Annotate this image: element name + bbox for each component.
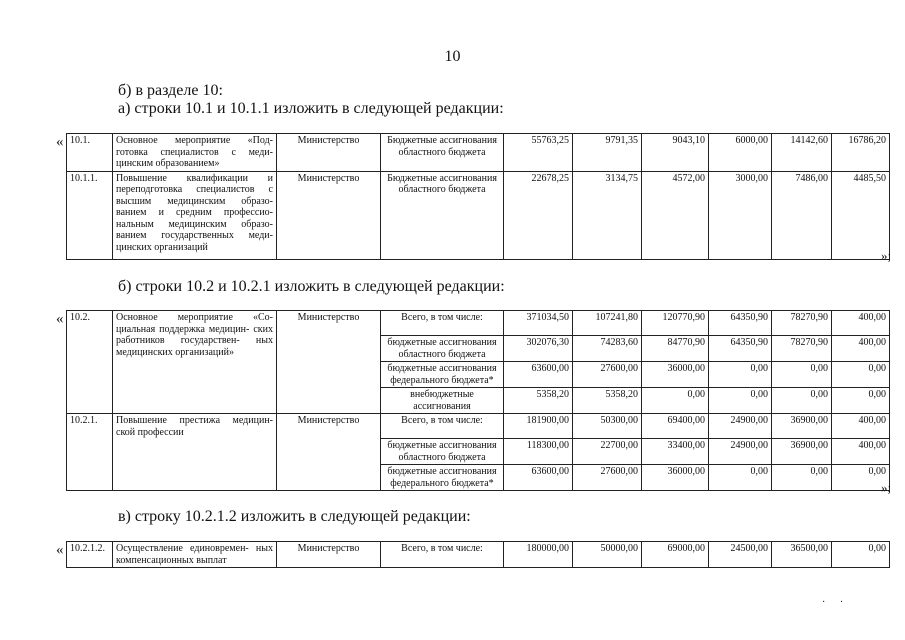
activity-name: Повышение квалификации и переподготовка специалистов с высшим медицинским образо- ванием и средним профессио- нальным медицинским образо- ванием государственных меди- цинских организаций <box>113 171 277 259</box>
table-row <box>67 311 890 336</box>
table-section-10-2 <box>66 310 890 491</box>
subheading-a: а) строки 10.1 и 10.1.1 изложить в следующей редакции: <box>118 100 504 117</box>
amount-v2: 107241,80 <box>573 311 642 336</box>
funding-source: Бюджетные ассигнования областного бюджета <box>381 171 504 259</box>
funding-source: Бюджетные ассигнования областного бюджета <box>381 134 504 172</box>
amount-v5: 14142,60 <box>772 134 832 172</box>
amount-v2: 27600,00 <box>573 362 642 388</box>
amount-v5: 0,00 <box>772 388 832 414</box>
responsible-ministry: Министерство <box>277 171 381 259</box>
amount-v4: 24900,00 <box>709 439 772 465</box>
activity-name: Основное мероприятие «Со- циальная поддержка медицин- ских работников государствен- ных медицинских организаций» <box>113 311 277 414</box>
amount-v3: 9043,10 <box>642 134 709 172</box>
amount-v2: 50000,00 <box>573 542 642 568</box>
activity-name: Осуществление единовремен- ных компенсационных выплат <box>113 542 277 568</box>
amount-v1: 180000,00 <box>504 542 573 568</box>
amount-v1: 118300,00 <box>504 439 573 465</box>
funding-source: Всего, в том числе: <box>381 542 504 568</box>
amount-v3: 36000,00 <box>642 362 709 388</box>
amount-v2: 74283,60 <box>573 336 642 362</box>
subheading-c: в) строку 10.2.1.2 изложить в следующей редакции: <box>118 508 471 525</box>
amount-v5: 78270,90 <box>772 336 832 362</box>
amount-v5: 36900,00 <box>772 439 832 465</box>
amount-v5: 78270,90 <box>772 311 832 336</box>
amount-v3: 69400,00 <box>642 414 709 439</box>
amount-v5: 36900,00 <box>772 414 832 439</box>
open-quote-1: « <box>56 134 64 150</box>
row-number: 10.2.1. <box>67 414 113 491</box>
amount-v1: 181900,00 <box>504 414 573 439</box>
responsible-ministry: Министерство <box>277 542 381 568</box>
table-row <box>67 171 890 259</box>
amount-v6: 0,00 <box>832 542 890 568</box>
responsible-ministry: Министерство <box>277 311 381 414</box>
funding-source: бюджетные ассигнования федерального бюджета* <box>381 362 504 388</box>
amount-v6: 0,00 <box>832 388 890 414</box>
amount-v1: 302076,30 <box>504 336 573 362</box>
funding-source: бюджетные ассигнования федерального бюджета* <box>381 465 504 491</box>
amount-v4: 6000,00 <box>709 134 772 172</box>
amount-v4: 64350,90 <box>709 336 772 362</box>
responsible-ministry: Министерство <box>277 414 381 491</box>
amount-v6: 0,00 <box>832 362 890 388</box>
page-number: 10 <box>444 48 461 65</box>
amount-v1: 55763,25 <box>504 134 573 172</box>
amount-v3: 4572,00 <box>642 171 709 259</box>
close-quote-1: »; <box>881 248 892 263</box>
amount-v4: 24900,00 <box>709 414 772 439</box>
amount-v1: 63600,00 <box>504 465 573 491</box>
amount-v1: 5358,20 <box>504 388 573 414</box>
amount-v6: 400,00 <box>832 439 890 465</box>
table-section-10-1 <box>66 133 890 260</box>
amount-v2: 50300,00 <box>573 414 642 439</box>
amount-v4: 0,00 <box>709 465 772 491</box>
section-heading: б) в разделе 10: <box>118 82 223 99</box>
amount-v2: 5358,20 <box>573 388 642 414</box>
close-quote-2: »; <box>881 480 892 495</box>
amount-v6: 400,00 <box>832 336 890 362</box>
row-number: 10.2. <box>67 311 113 414</box>
amount-v6: 400,00 <box>832 311 890 336</box>
open-quote-3: « <box>56 542 64 558</box>
amount-v3: 84770,90 <box>642 336 709 362</box>
amount-v6: 4485,50 <box>832 171 890 259</box>
amount-v4: 64350,90 <box>709 311 772 336</box>
open-quote-2: « <box>56 311 64 327</box>
amount-v3: 120770,90 <box>642 311 709 336</box>
amount-v6: 16786,20 <box>832 134 890 172</box>
row-number: 10.2.1.2. <box>67 542 113 568</box>
activity-name: Основное мероприятие «Под- готовка специалистов с меди- цинским образованием» <box>113 134 277 172</box>
amount-v2: 3134,75 <box>573 171 642 259</box>
amount-v6: 400,00 <box>832 414 890 439</box>
amount-v4: 24500,00 <box>709 542 772 568</box>
table-section-10-2-1-2 <box>66 541 890 568</box>
amount-v4: 3000,00 <box>709 171 772 259</box>
amount-v3: 69000,00 <box>642 542 709 568</box>
table-row <box>67 134 890 172</box>
row-number: 10.1. <box>67 134 113 172</box>
amount-v1: 371034,50 <box>504 311 573 336</box>
amount-v2: 22700,00 <box>573 439 642 465</box>
amount-v5: 36500,00 <box>772 542 832 568</box>
amount-v2: 9791,35 <box>573 134 642 172</box>
amount-v3: 36000,00 <box>642 465 709 491</box>
amount-v5: 0,00 <box>772 465 832 491</box>
funding-source: Всего, в том числе: <box>381 414 504 439</box>
amount-v2: 27600,00 <box>573 465 642 491</box>
subheading-b: б) строки 10.2 и 10.2.1 изложить в следующей редакции: <box>118 278 505 295</box>
table-row <box>67 414 890 439</box>
funding-source: внебюджетные ассигнования <box>381 388 504 414</box>
responsible-ministry: Министерство <box>277 134 381 172</box>
amount-v5: 0,00 <box>772 362 832 388</box>
amount-v4: 0,00 <box>709 388 772 414</box>
amount-v3: 0,00 <box>642 388 709 414</box>
amount-v5: 7486,00 <box>772 171 832 259</box>
activity-name: Повышение престижа медицин- ской профессии <box>113 414 277 491</box>
funding-source: бюджетные ассигнования областного бюджета <box>381 439 504 465</box>
amount-v6: 0,00 <box>832 465 890 491</box>
funding-source: бюджетные ассигнования областного бюджета <box>381 336 504 362</box>
amount-v1: 22678,25 <box>504 171 573 259</box>
amount-v3: 33400,00 <box>642 439 709 465</box>
amount-v1: 63600,00 <box>504 362 573 388</box>
funding-source: Всего, в том числе: <box>381 311 504 336</box>
scan-marks: · · <box>822 597 850 608</box>
amount-v4: 0,00 <box>709 362 772 388</box>
table-row <box>67 542 890 568</box>
row-number: 10.1.1. <box>67 171 113 259</box>
